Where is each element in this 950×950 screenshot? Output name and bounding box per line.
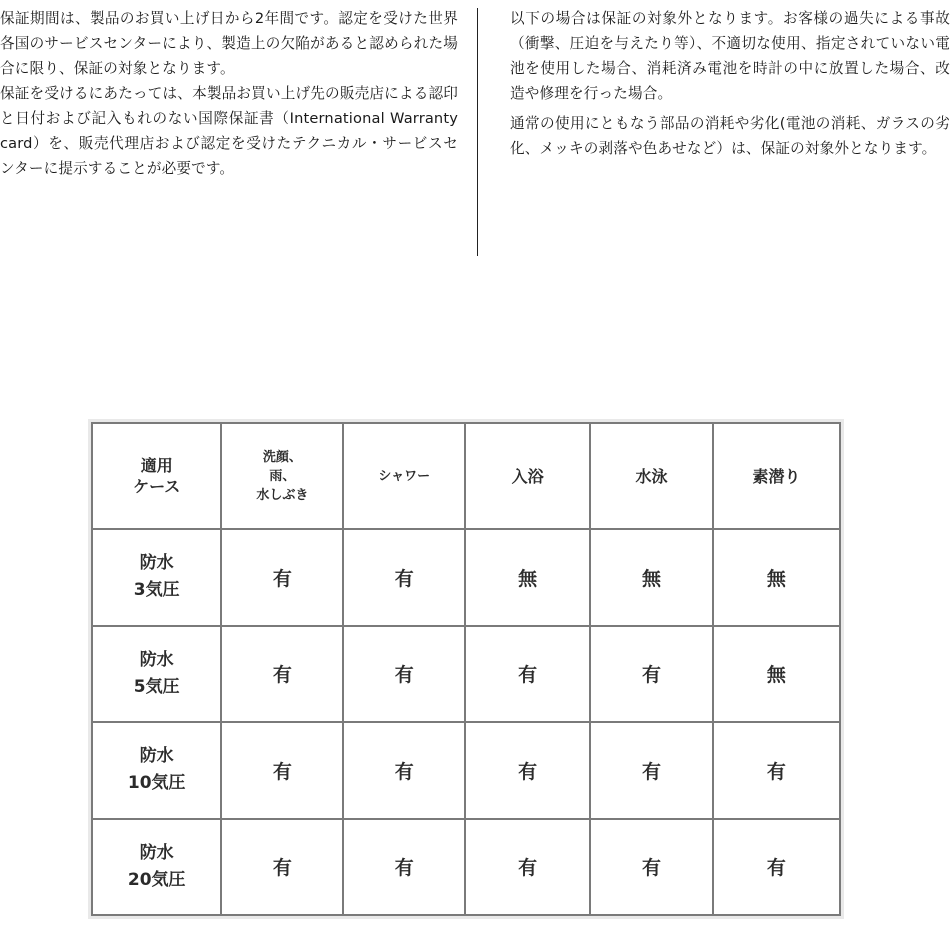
- table-cell: 有: [221, 626, 343, 723]
- table-cell: 有: [590, 626, 713, 723]
- table-row-5atm: [92, 626, 840, 723]
- column-header-skin-diving: 素潜り: [713, 423, 840, 529]
- column-header-swimming: 水泳: [590, 423, 713, 529]
- table-cell: 無: [465, 529, 590, 626]
- column-header-face-wash: 洗顔、 雨、 水しぶき: [221, 423, 343, 529]
- table-header-row: [92, 423, 840, 529]
- water-resistance-table: [91, 422, 841, 916]
- table-cell: 有: [343, 626, 465, 723]
- warranty-exclusions-column: [510, 6, 950, 161]
- table-cell: 有: [590, 722, 713, 819]
- column-divider: [477, 8, 478, 256]
- table-row-3atm: [92, 529, 840, 626]
- warranty-period-paragraph: 保証期間は、製品のお買い上げ日から2年間です。認定を受けた世界各国のサービスセンターにより、製造上の欠陥があると認められた場合に限り、保証の対象となります。: [0, 10, 458, 77]
- table-row-20atm: [92, 819, 840, 916]
- table-cell: 無: [713, 529, 840, 626]
- row-header-10atm: 防水 10気圧: [92, 722, 221, 819]
- table-cell: 有: [221, 722, 343, 819]
- table-cell: 有: [221, 529, 343, 626]
- table-cell: 有: [465, 722, 590, 819]
- wear-exclusion-paragraph: 通常の使用にともなう部品の消耗や劣化(電池の消耗、ガラスの劣化、メッキの剥落や色あせなど）は、保証の対象外となります。: [510, 115, 950, 157]
- table-cell: 無: [713, 626, 840, 723]
- table-row-10atm: [92, 722, 840, 819]
- row-header-3atm: 防水 3気圧: [92, 529, 221, 626]
- column-header-bath: 入浴: [465, 423, 590, 529]
- table-cell: 有: [221, 819, 343, 916]
- row-header-20atm: 防水 20気圧: [92, 819, 221, 916]
- table-cell: 有: [343, 529, 465, 626]
- table-cell: 有: [343, 819, 465, 916]
- corner-header-cell: 適用 ケース: [92, 423, 221, 529]
- table-cell: 有: [590, 819, 713, 916]
- water-resistance-table-frame: [88, 419, 844, 919]
- column-header-shower: シャワー: [343, 423, 465, 529]
- table-cell: 有: [713, 819, 840, 916]
- row-header-5atm: 防水 5気圧: [92, 626, 221, 723]
- warranty-period-column: [0, 6, 458, 181]
- table-cell: 無: [590, 529, 713, 626]
- exclusions-paragraph: 以下の場合は保証の対象外となります。お客様の過失による事故（衝撃、圧迫を与えたり等）、不適切な使用、指定されていない電池を使用した場合、消耗済み電池を時計の中に放置した場合、改造や修理を行った場合。: [510, 10, 950, 102]
- table-cell: 有: [343, 722, 465, 819]
- table-cell: 有: [465, 626, 590, 723]
- table-cell: 有: [465, 819, 590, 916]
- table-cell: 有: [713, 722, 840, 819]
- warranty-requirement-paragraph: 保証を受けるにあたっては、本製品お買い上げ先の販売店による認印と日付および記入もれのない国際保証書（International Warranty card）を、販売代理店および認定を受けたテクニカル・サービスセンターに提示することが必要です。: [0, 85, 458, 177]
